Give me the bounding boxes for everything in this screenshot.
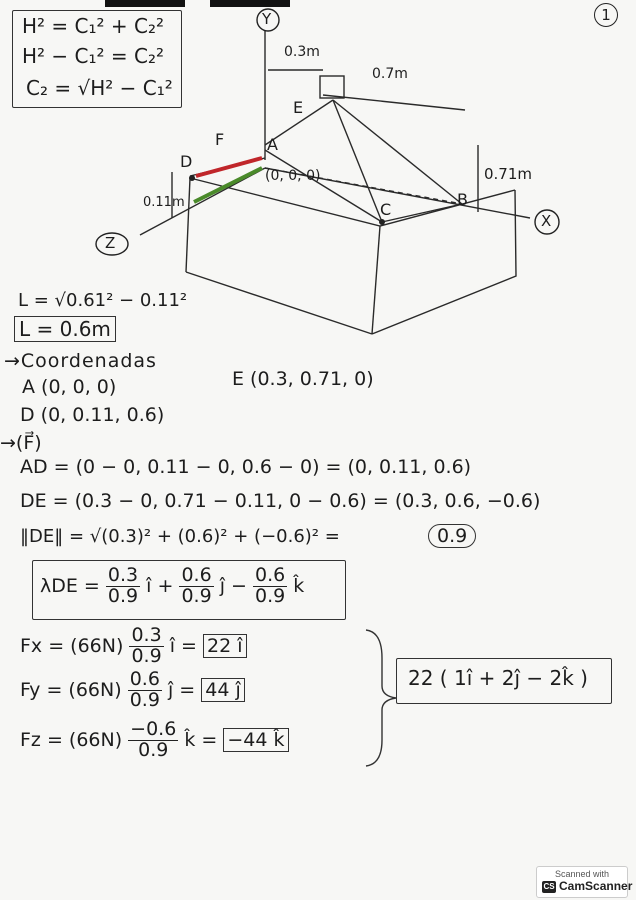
lambda-t3-unit: k̂ — [293, 574, 305, 597]
fx-line — [20, 626, 247, 667]
coord-A: A (0, 0, 0) — [22, 376, 117, 398]
lambda-t2-unit: ĵ − — [219, 574, 247, 597]
lambda-term-2 — [179, 566, 213, 607]
box-corner-edge — [372, 226, 380, 334]
fy-result: 44 ĵ — [201, 678, 245, 702]
camscanner-text: CamScanner — [559, 879, 633, 893]
page-number: 1 — [594, 3, 618, 27]
camscanner-logo-icon: CS — [543, 882, 555, 891]
coord-E: E (0.3, 0.71, 0) — [232, 368, 374, 390]
point-D-label: D — [180, 152, 193, 171]
lambda-t3-den: 0.9 — [255, 584, 286, 607]
point-D — [189, 175, 195, 181]
fy-unit: ĵ = — [167, 678, 196, 701]
pythag-line-2: H² − C₁² = C₂² — [22, 44, 165, 68]
dim-03-label: 0.3m — [284, 44, 320, 60]
summary-result: 22 ( 1î + 2ĵ − 2k̂ ) — [408, 666, 588, 690]
fx-result: 22 î — [203, 634, 247, 658]
lambda-t1-num: 0.3 — [107, 564, 139, 586]
norm-DE: ‖DE‖ = √(0.3)² + (0.6)² + (−0.6)² = — [20, 526, 340, 547]
fx-label: Fx = (66N) — [20, 634, 124, 657]
dim-071-label: 0.71m — [484, 165, 533, 183]
fz-unit: k̂ = — [184, 728, 218, 751]
line-CB — [382, 204, 462, 222]
box-front-edge — [186, 272, 372, 334]
vector-AD: AD = (0 − 0, 0.11 − 0, 0.6 − 0) = (0, 0.11, 0.6) — [20, 456, 472, 478]
pythag-line-1: H² = C₁² + C₂² — [22, 14, 165, 38]
origin-label: (0, 0, 0) — [265, 168, 321, 184]
force-heading: →(F⃗) — [0, 432, 42, 454]
point-E-label: E — [293, 98, 304, 117]
force-F-label: F — [215, 130, 225, 149]
cable-EB — [333, 100, 462, 204]
fz-den: 0.9 — [138, 738, 169, 761]
fx-unit: î = — [169, 634, 197, 657]
lambda-t2-den: 0.9 — [181, 584, 212, 607]
lambda-expression — [40, 566, 304, 607]
fy-label: Fy = (66N) — [20, 678, 122, 701]
lambda-t1-den: 0.9 — [107, 584, 139, 607]
lambda-t2-num: 0.6 — [181, 564, 212, 586]
lambda-t1-unit: î + — [146, 574, 174, 597]
coord-D: D (0, 0.11, 0.6) — [20, 404, 165, 426]
fy-den: 0.9 — [129, 688, 160, 711]
lambda-t3-num: 0.6 — [255, 564, 286, 586]
length-formula: L = √0.61² − 0.11² — [18, 290, 188, 311]
fz-fraction — [128, 720, 178, 761]
vector-DE: DE = (0.3 − 0, 0.71 − 0.11, 0 − 0.6) = (0.3, 0.6, −0.6) — [20, 490, 541, 512]
length-result: L = 0.6m — [14, 316, 116, 342]
fy-line — [20, 670, 245, 711]
camscanner-badge — [536, 866, 633, 898]
axis-x-label: X — [541, 212, 552, 230]
point-B-label: B — [457, 190, 468, 209]
pythag-line-3: C₂ = √H² − C₁² — [26, 76, 173, 100]
coords-heading: →Coordenadas — [4, 350, 157, 372]
axis-y-label: Y — [262, 10, 272, 28]
lambda-term-3 — [253, 566, 287, 607]
axis-z-label: Z — [105, 234, 116, 252]
point-C — [379, 219, 385, 225]
fy-fraction — [128, 670, 162, 711]
fx-fraction — [129, 626, 163, 667]
fz-line — [20, 720, 289, 761]
scanned-with-text: Scanned with — [554, 869, 610, 879]
fx-num: 0.3 — [131, 624, 162, 646]
dim-011-label: 0.11m — [143, 195, 185, 210]
point-C-label: C — [380, 200, 392, 219]
cable-EC — [333, 100, 382, 222]
fz-result: −44 k̂ — [223, 728, 288, 752]
point-A-label: A — [267, 135, 278, 154]
fz-num: −0.6 — [130, 718, 177, 740]
box-left-edge — [186, 178, 190, 272]
dim-07-label: 0.7m — [372, 66, 408, 82]
fz-label: Fz = (66N) — [20, 728, 123, 751]
norm-DE-result: 0.9 — [428, 524, 476, 548]
lambda-term-1 — [106, 566, 140, 607]
lambda-label: λDE = — [40, 574, 100, 597]
fx-den: 0.9 — [131, 644, 162, 667]
fy-num: 0.6 — [129, 668, 160, 690]
